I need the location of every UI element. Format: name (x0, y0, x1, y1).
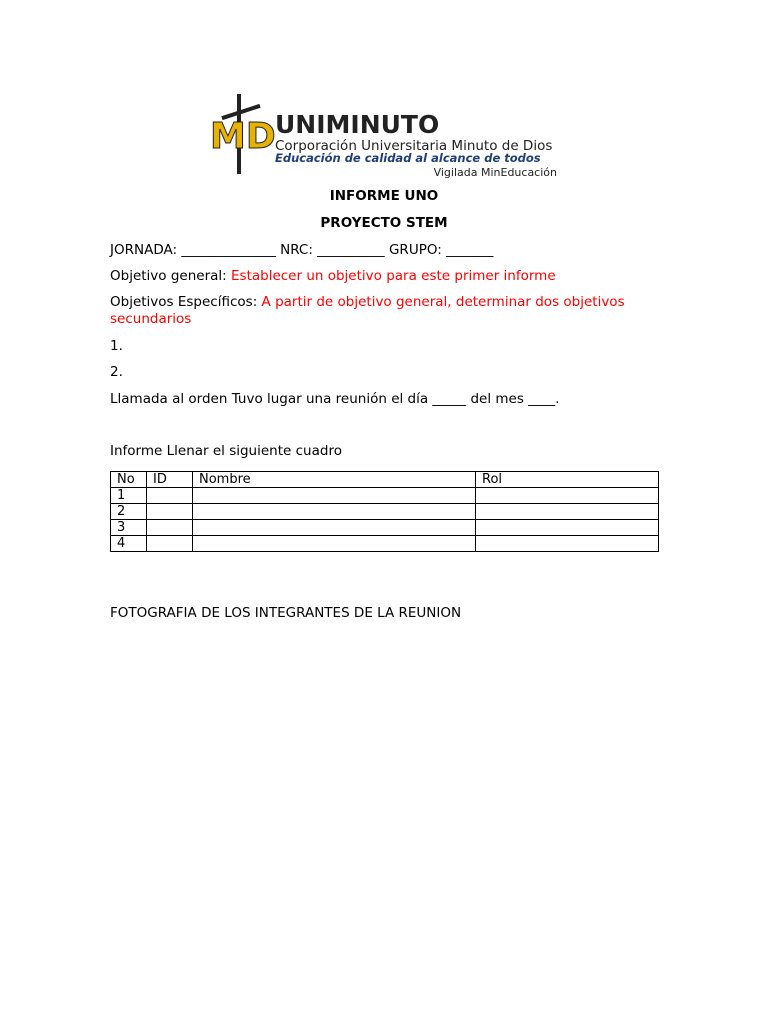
table-header-no: No (111, 472, 147, 488)
objetivo-general-line (110, 268, 556, 285)
document-subtitle: PROYECTO STEM (320, 215, 448, 231)
fotografia-heading: FOTOGRAFIA DE LOS INTEGRANTES DE LA REUNION (110, 605, 462, 621)
objetivo-general-label: Objetivo general: (110, 268, 231, 284)
objetivos-especificos-line (110, 294, 662, 328)
logo-md-letters: MD (210, 116, 276, 157)
table-cell-rol[interactable] (476, 488, 659, 504)
table-cell-no: 2 (111, 504, 147, 520)
table-header-rol: Rol (476, 472, 659, 488)
table-cell-rol[interactable] (476, 504, 659, 520)
members-table (110, 471, 659, 552)
logo-line1: Corporación Universitaria Minuto de Dios (275, 138, 553, 154)
objetivos-especificos-value: A partir de objetivo general, determinar dos objetivos secundarios (110, 294, 625, 327)
informe-line: Informe Llenar el siguiente cuadro (110, 443, 342, 459)
table-header-nombre: Nombre (193, 472, 476, 488)
table-cell-nombre[interactable] (193, 536, 476, 552)
llamada-line: Llamada al orden Tuvo lugar una reunión el día _____ del mes ____. (110, 391, 560, 407)
table-row (111, 536, 659, 552)
table-row (111, 504, 659, 520)
table-cell-nombre[interactable] (193, 504, 476, 520)
table-header-row (111, 472, 659, 488)
logo-brand-text: UNIMINUTO (275, 110, 440, 139)
table-cell-no: 3 (111, 520, 147, 536)
table-cell-id[interactable] (147, 504, 193, 520)
logo-line2: Educación de calidad al alcance de todos (275, 151, 541, 165)
list-item-2: 2. (110, 364, 123, 380)
uniminuto-logo (207, 90, 559, 180)
table-header-id: ID (147, 472, 193, 488)
objetivo-general-value: Establecer un objetivo para este primer informe (231, 268, 556, 284)
table-cell-rol[interactable] (476, 520, 659, 536)
objetivos-especificos-label: Objetivos Específicos: (110, 294, 262, 310)
table-cell-nombre[interactable] (193, 520, 476, 536)
table-row (111, 488, 659, 504)
list-item-1: 1. (110, 338, 123, 354)
jornada-line: JORNADA: ______________ NRC: __________ GRUPO: _______ (110, 242, 494, 258)
table-cell-nombre[interactable] (193, 488, 476, 504)
table-cell-no: 1 (111, 488, 147, 504)
document-title: INFORME UNO (329, 188, 439, 204)
table-cell-no: 4 (111, 536, 147, 552)
logo-line3: Vigilada MinEducación (433, 166, 557, 179)
table-cell-id[interactable] (147, 536, 193, 552)
table-cell-id[interactable] (147, 520, 193, 536)
table-cell-rol[interactable] (476, 536, 659, 552)
table-cell-id[interactable] (147, 488, 193, 504)
table-row (111, 520, 659, 536)
